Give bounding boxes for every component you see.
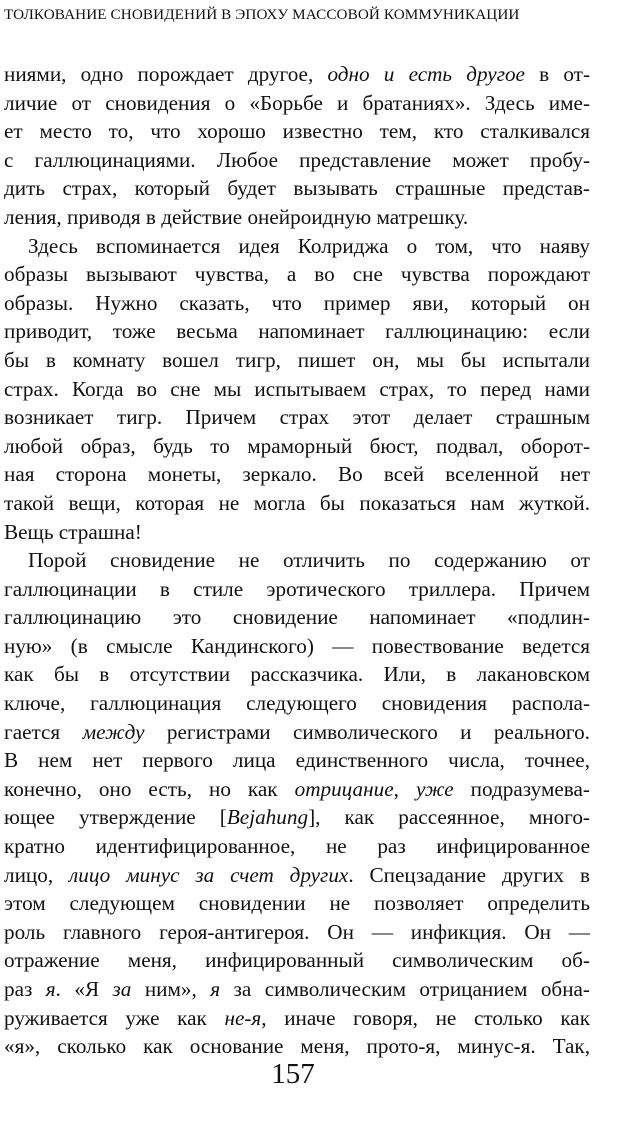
text-line xyxy=(4,60,590,89)
italic-text: уже xyxy=(415,776,454,801)
text-line xyxy=(4,289,590,318)
text-segment: руживается уже как xyxy=(4,1005,225,1030)
text-segment: ную» (в смысле Кандинского) — повествование ведется xyxy=(4,633,590,658)
text-line xyxy=(4,117,590,146)
text-segment: с галлюцинациями. Любое представление может пробу- xyxy=(4,147,590,172)
text-segment: ним», xyxy=(131,977,211,1001)
text-line xyxy=(4,975,590,1004)
text-line xyxy=(4,1004,590,1033)
italic-text: лицо минус за счет других xyxy=(69,862,349,887)
text-line xyxy=(4,689,590,718)
text-segment: приводит, тоже весьма напоминает галлюцинацию: если xyxy=(4,319,590,344)
text-segment: Здесь вспоминается идея Колриджа о том, что наяву xyxy=(28,233,590,258)
text-line xyxy=(4,375,590,404)
text-line xyxy=(4,89,590,118)
text-line xyxy=(4,317,590,346)
text-line xyxy=(4,546,590,575)
text-segment: ет место то, что хорошо известно тем, кто сталкивался xyxy=(4,119,590,144)
text-segment: ления, приводя в действие онейроидную матрешку. xyxy=(4,204,469,229)
text-line xyxy=(4,432,590,461)
text-line xyxy=(4,403,590,432)
text-segment: бы в комнату вошел тигр, пишет он, мы бы испытали xyxy=(4,347,590,372)
italic-text: одно и есть другое xyxy=(327,62,525,86)
text-line xyxy=(4,1032,590,1061)
text-line xyxy=(4,260,590,289)
text-segment: образы вызывают чувства, а во сне чувства порождают xyxy=(4,262,590,287)
running-head: ТОЛКОВАНИЕ СНОВИДЕНИЙ В ЭПОХУ МАССОВОЙ КОММУНИКАЦИИ xyxy=(4,6,520,23)
italic-text: Bejahung xyxy=(226,805,309,830)
text-segment: ключе, галлюцинация следующего сновидения распола- xyxy=(4,691,590,716)
text-segment: гается xyxy=(4,719,83,744)
text-line xyxy=(4,174,590,203)
text-line xyxy=(4,203,590,232)
text-segment: ющее утверждение [ xyxy=(4,805,227,830)
text-line xyxy=(4,832,590,861)
text-line xyxy=(4,889,590,918)
text-line xyxy=(4,803,590,832)
text-line xyxy=(4,861,590,890)
text-line xyxy=(4,718,590,747)
text-segment: ная сторона монеты, зеркало. Во всей вселенной нет xyxy=(4,462,590,487)
text-line xyxy=(4,346,590,375)
text-segment: роль главного героя-антигероя. Он — инфикция. Он — xyxy=(4,919,590,944)
italic-text: отрицание xyxy=(294,776,394,801)
text-segment: галлюцинацию это сновидение напоминает «подлин- xyxy=(4,605,590,630)
text-segment: Вещь страшна! xyxy=(4,519,142,544)
text-segment: кратно идентифицированное, не раз инфицированное xyxy=(4,834,590,859)
text-segment: за символическим отрицанием обна- xyxy=(220,977,590,1001)
body-text xyxy=(4,60,590,1061)
italic-text: между xyxy=(82,719,145,744)
text-segment: этом следующем сновидении не позволяет определить xyxy=(4,891,590,916)
italic-text: за xyxy=(112,977,132,1001)
text-line xyxy=(4,232,590,261)
text-segment: личие от сновидения о «Борьбе и братаниях». Здесь име- xyxy=(4,90,590,115)
text-segment: в от- xyxy=(524,62,590,86)
text-line xyxy=(4,489,590,518)
text-line xyxy=(4,518,590,547)
text-segment: , xyxy=(393,776,416,801)
text-segment: такой вещи, которая не могла бы показаться нам жуткой. xyxy=(4,490,590,515)
text-segment: . Спецзадание других в xyxy=(348,862,590,887)
text-segment: лицо, xyxy=(4,862,69,887)
text-segment: подразумева- xyxy=(453,776,590,801)
text-segment: ниями, одно порождает другое, xyxy=(4,62,328,86)
text-segment: галлюцинации в стиле эротического триллера. Причем xyxy=(4,576,590,601)
text-segment: любой образ, будь то мраморный бюст, подвал, оборот- xyxy=(4,433,590,458)
text-line xyxy=(4,660,590,689)
text-line xyxy=(4,146,590,175)
text-segment: образы. Нужно сказать, что пример яви, который он xyxy=(4,290,590,315)
page-number: 157 xyxy=(271,1058,315,1090)
text-segment: раз xyxy=(4,977,46,1001)
text-segment: «я», сколько как основание меня, прото-я, минус-я. Так, xyxy=(4,1034,590,1059)
text-segment: ], как рассеянное, много- xyxy=(308,805,590,830)
text-segment: , иначе говоря, не столько как xyxy=(261,1005,590,1030)
text-segment: . «Я xyxy=(55,977,113,1001)
text-line xyxy=(4,746,590,775)
text-segment: как бы в отсутствии рассказчика. Или, в лакановском xyxy=(4,662,590,687)
italic-text: я xyxy=(210,977,221,1001)
text-segment: дить страх, который будет вызывать страшные представ- xyxy=(4,176,590,201)
text-segment: страх. Когда во сне мы испытываем страх, то перед нами xyxy=(4,376,590,401)
text-segment: В нем нет первого лица единственного числа, точнее, xyxy=(4,748,590,773)
italic-text: я xyxy=(45,977,56,1001)
text-line xyxy=(4,460,590,489)
text-segment: Порой сновидение не отличить по содержанию от xyxy=(28,548,590,573)
text-line xyxy=(4,775,590,804)
text-line xyxy=(4,946,590,975)
italic-text: не-я xyxy=(224,1005,262,1030)
text-segment: регистрами символического и реального. xyxy=(144,719,590,744)
text-line xyxy=(4,575,590,604)
text-line xyxy=(4,632,590,661)
text-line xyxy=(4,918,590,947)
text-segment: возникает тигр. Причем страх этот делает страшным xyxy=(4,405,590,430)
text-line xyxy=(4,603,590,632)
text-segment: конечно, оно есть, но как xyxy=(4,776,295,801)
text-segment: отражение меня, инфицированный символическим об- xyxy=(4,948,590,973)
